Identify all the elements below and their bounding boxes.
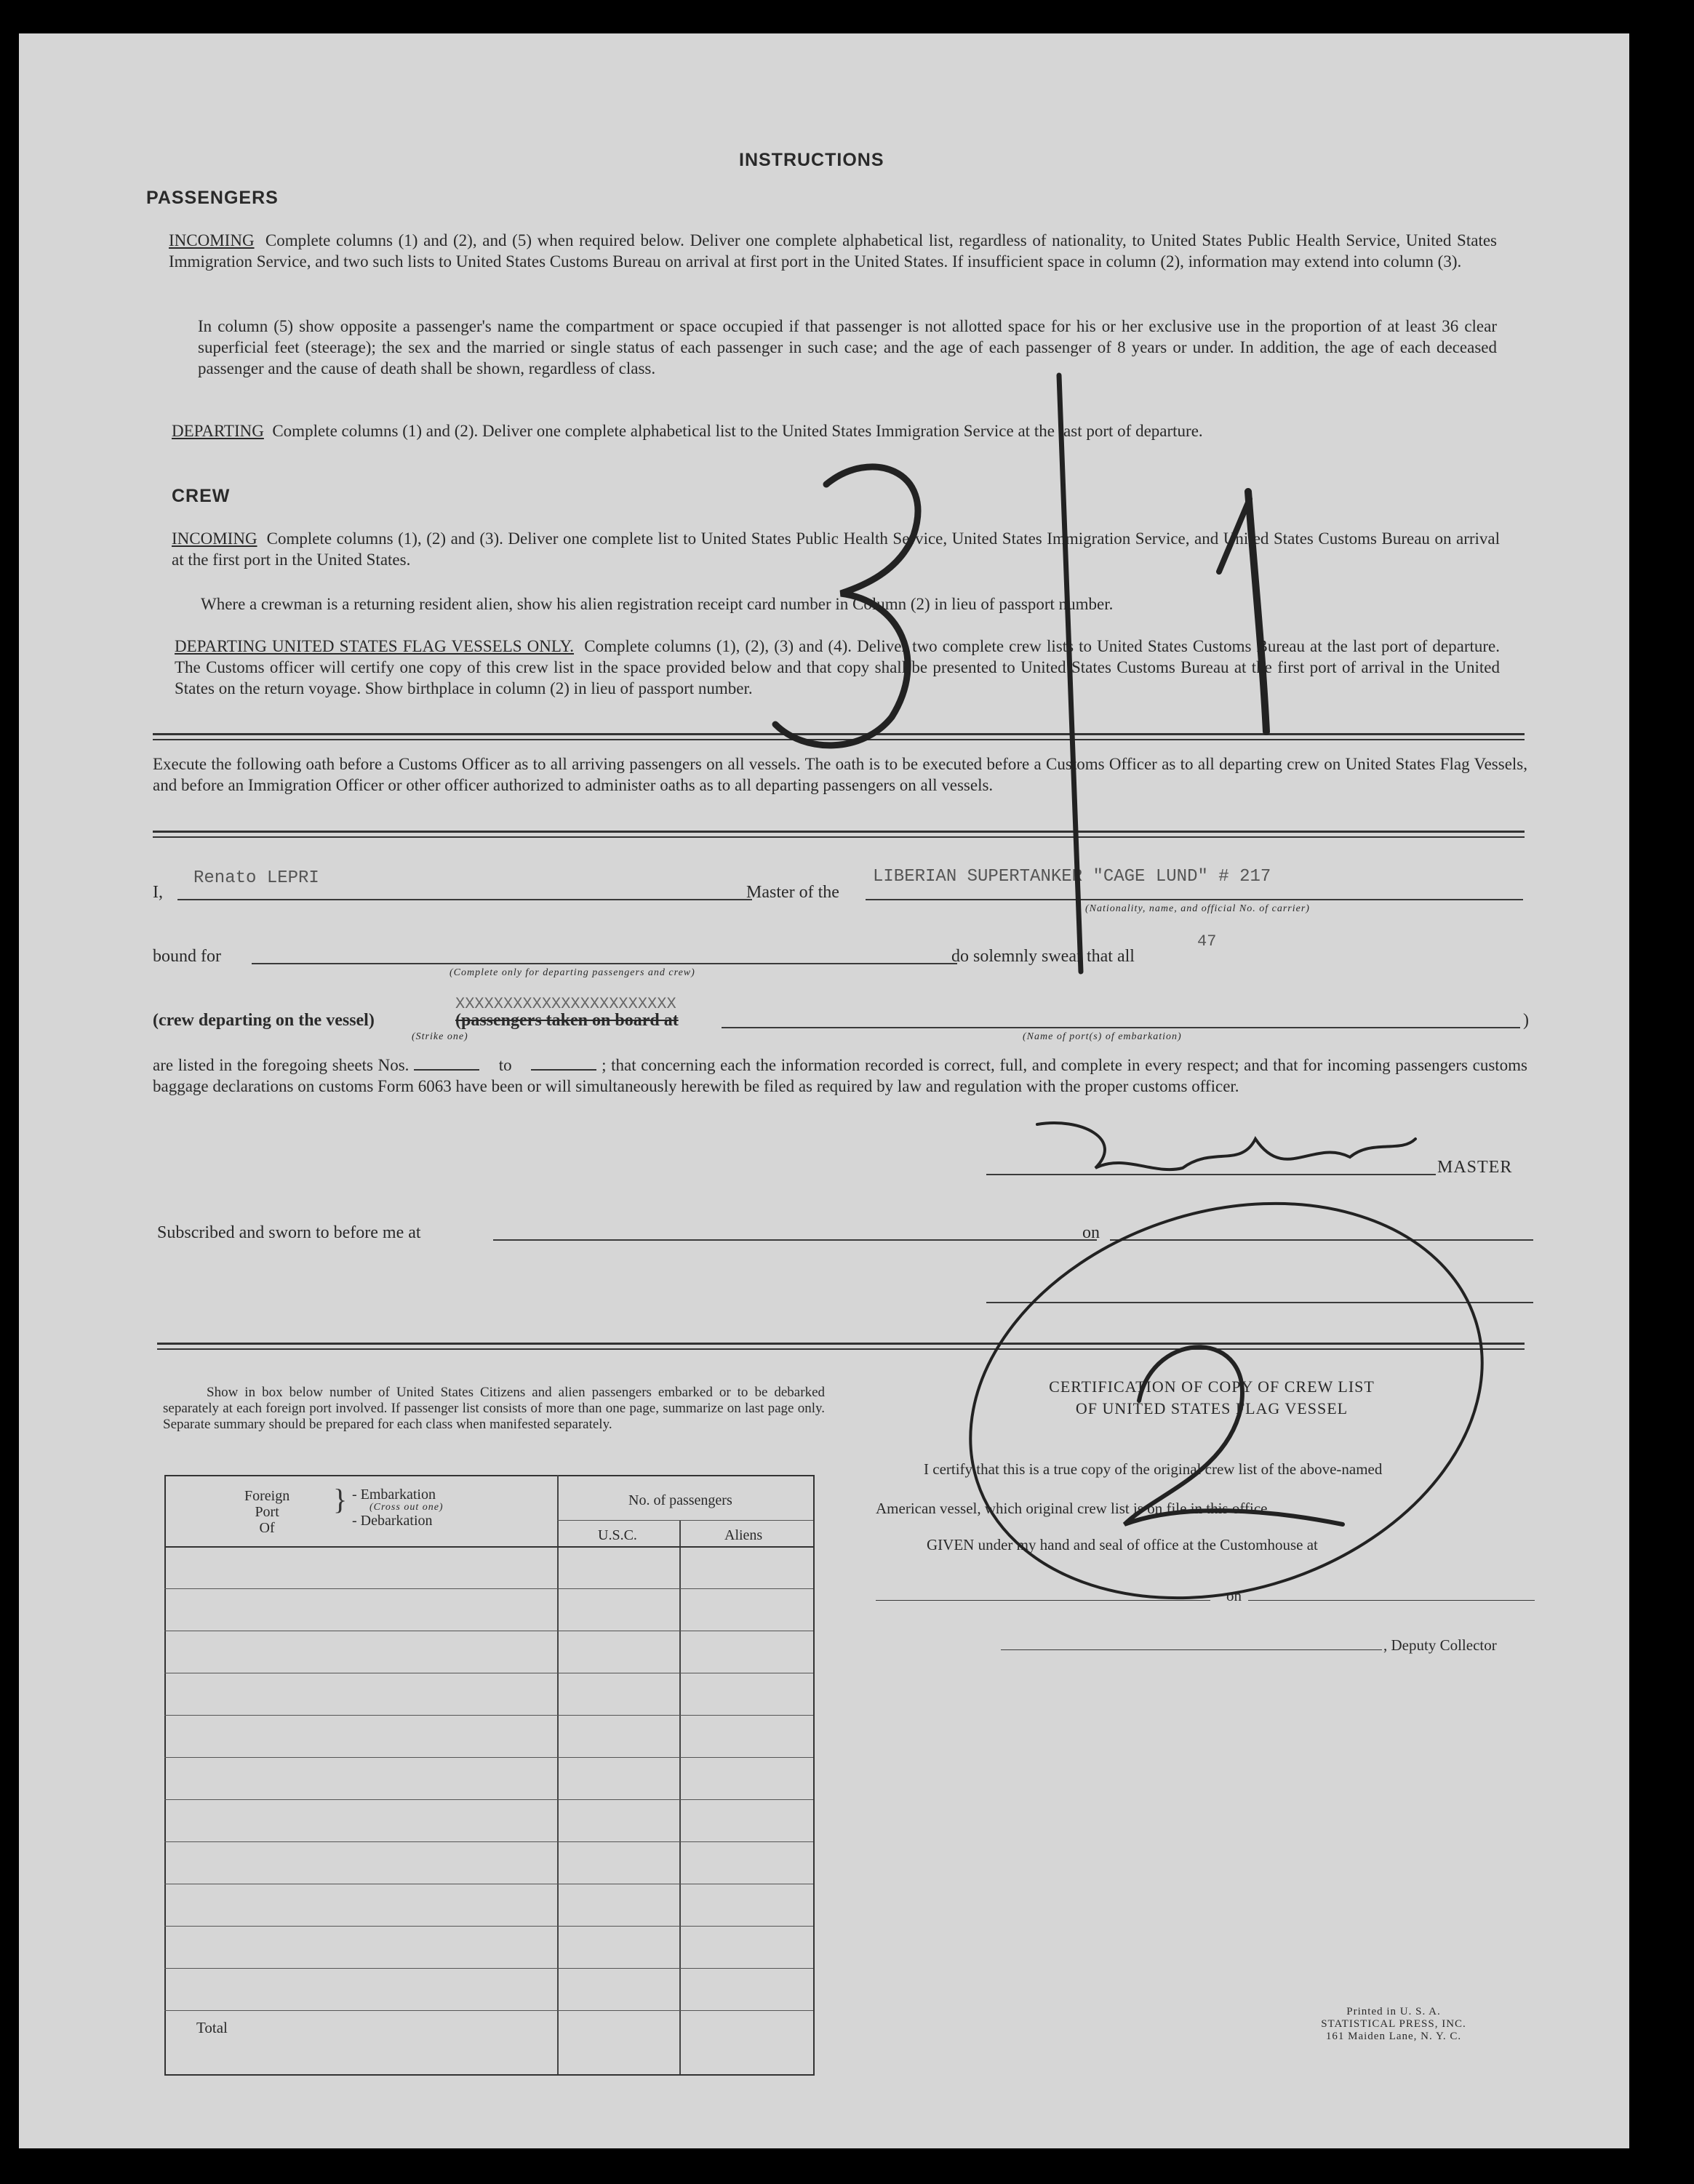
strike-caption: (Strike one) [412, 1031, 468, 1042]
handwritten-one [1248, 492, 1266, 732]
master-of-label: Master of the [746, 883, 839, 902]
crew-incoming-label: INCOMING [172, 529, 257, 548]
crew-heading: CREW [172, 486, 231, 506]
handwritten-oval [919, 1140, 1533, 1661]
aliens-header: Aliens [724, 1527, 763, 1543]
embarkation-label: - Embarkation [352, 1487, 436, 1503]
printer-line3: 161 Maiden Lane, N. Y. C. [1325, 2031, 1462, 2042]
passengers-heading: PASSENGERS [146, 188, 279, 208]
close-paren: ) [1523, 1011, 1529, 1030]
certify-text: I certify that this is a true copy of the original crew list of the above-named [924, 1460, 1383, 1478]
no-passengers-header: No. of passengers [628, 1492, 732, 1508]
debarkation-label: - Debarkation [352, 1513, 433, 1529]
count-value: 47 [1197, 932, 1217, 951]
cert-on-label: on [1226, 1587, 1242, 1604]
crew-departing-text: (crew departing on the vessel) [153, 1011, 375, 1030]
handwritten-slash [1059, 375, 1081, 972]
col-port-foreign: Foreign [244, 1488, 290, 1504]
total-label: Total [196, 2019, 228, 2036]
handwriting-layer [19, 33, 1629, 2148]
departing-us-label: DEPARTING UNITED STATES FLAG VESSELS ONLY. [175, 637, 575, 655]
printer-line1: Printed in U. S. A. [1346, 2006, 1441, 2017]
departing-text: Complete columns (1) and (2). Deliver one complete alphabetical list to the United States Immigration Service at the last port of departure. [272, 422, 1203, 440]
document-page [19, 33, 1629, 2148]
resident-alien-note: Where a crewman is a returning resident alien, show his alien registration receipt card number in Column (2) in lieu of passport number. [201, 595, 1114, 613]
carrier-value: LIBERIAN SUPERTANKER "CAGE LUND" # 217 [873, 867, 1271, 887]
subscribed-on-label: on [1082, 1223, 1100, 1242]
printer-line2: STATISTICAL PRESS, INC. [1321, 2018, 1466, 2030]
master-label: MASTER [1437, 1158, 1513, 1177]
cross-out-note: (Cross out one) [369, 1502, 444, 1513]
bound-for-label: bound for [153, 947, 221, 966]
given-text: GIVEN under my hand and seal of office at the Customhouse at [927, 1536, 1318, 1553]
summary-note: Show in box below number of United States Citizens and alien passengers embarked or to be debarked separately at each foreign port involved. If passenger list consists of more than one page, summarize on last page only. Separate summary should be prepared for each class when manifested separately. [163, 1385, 825, 1432]
deputy-label: , Deputy Collector [1383, 1636, 1497, 1654]
col-port-port: Port [255, 1504, 279, 1520]
incoming-label: INCOMING [169, 231, 255, 249]
carrier-caption: (Nationality, name, and official No. of carrier) [1085, 903, 1310, 914]
bound-for-caption: (Complete only for departing passengers and crew) [450, 967, 695, 978]
to-label: to [498, 1056, 512, 1074]
ports-caption: (Name of port(s) of embarkation) [1023, 1031, 1182, 1042]
oath-continuation: ; that concerning each the information recorded is correct, full, and complete in every respect; and that for incoming passengers customs baggage declarations on customs Form 6063 have been or will simultaneously herewith be filed as required by law and regulation with the proper customs officer. [153, 1056, 1528, 1095]
departing-us-text: Complete columns (1), (2), (3) and (4). Deliver two complete crew lists to United States Customs Bureau at the last port of departure. The Customs officer will certify one copy of this crew list in the space provided below and that copy shall be presented to United States Customs Bureau at the first port of arrival in the United States on the return voyage. Show birthplace in column (2) in lieu of passport number. [175, 637, 1501, 697]
page-title: INSTRUCTIONS [739, 150, 884, 170]
col-port-of: Of [259, 1520, 275, 1536]
incoming-text: Complete columns (1) and (2), and (5) when required below. Deliver one complete alphabetical list, regardless of nationality, to United States Public Health Service, United States Immigration Service, and two such lists to United States Customs Bureau on arrival at first port in the United States. If insufficient space in column (2), information may extend into column (3). [169, 231, 1497, 271]
subscribed-label: Subscribed and sworn to before me at [157, 1223, 421, 1242]
passengers-struck-label: (passengers taken on board at [455, 1011, 679, 1030]
certify-text-2: American vessel, which original crew list is on file in this office. [876, 1500, 1271, 1517]
handwritten-three [775, 467, 918, 745]
swear-text: do solemnly swear that all [951, 947, 1135, 966]
handwritten-two [1124, 1347, 1343, 1524]
master-signature [1037, 1123, 1415, 1169]
certification-title-line1: CERTIFICATION OF COPY OF CREW LIST [1049, 1377, 1375, 1396]
strike-overtype: XXXXXXXXXXXXXXXXXXXXXXX [455, 995, 676, 1013]
column5-instructions: In column (5) show opposite a passenger's name the compartment or space occupied if that passenger is not allotted space for his or her exclusive use in the proportion of at least 36 clear superficial feet (steerage); the sex and the married or single status of each passenger in such case; and the age of each passenger of 8 years or under. In addition, the age of each deceased passenger and the cause of death shall be shown, regardless of class. [198, 317, 1497, 377]
master-name-value: Renato LEPRI [193, 868, 319, 888]
oath-i-label: I, [153, 883, 163, 902]
oath-intro: Execute the following oath before a Customs Officer as to all arriving passengers on all vessels. The oath is to be executed before a Customs Officer as to all departing crew on United States Flag Vessels, and before an Immigration Officer or other officer authorized to administer oaths as to all departing passengers on all vessels. [153, 755, 1527, 794]
brace-icon: } [333, 1483, 348, 1516]
sheets-label: are listed in the foregoing sheets Nos. [153, 1056, 409, 1074]
usc-header: U.S.C. [598, 1527, 637, 1543]
crew-incoming-text: Complete columns (1), (2) and (3). Deliver one complete list to United States Public Health Service, United States Immigration Service, and United States Customs Bureau on arrival at the first port in the United States. [172, 529, 1501, 569]
departing-label: DEPARTING [172, 422, 264, 440]
certification-title-line2: OF UNITED STATES FLAG VESSEL [1075, 1399, 1349, 1417]
